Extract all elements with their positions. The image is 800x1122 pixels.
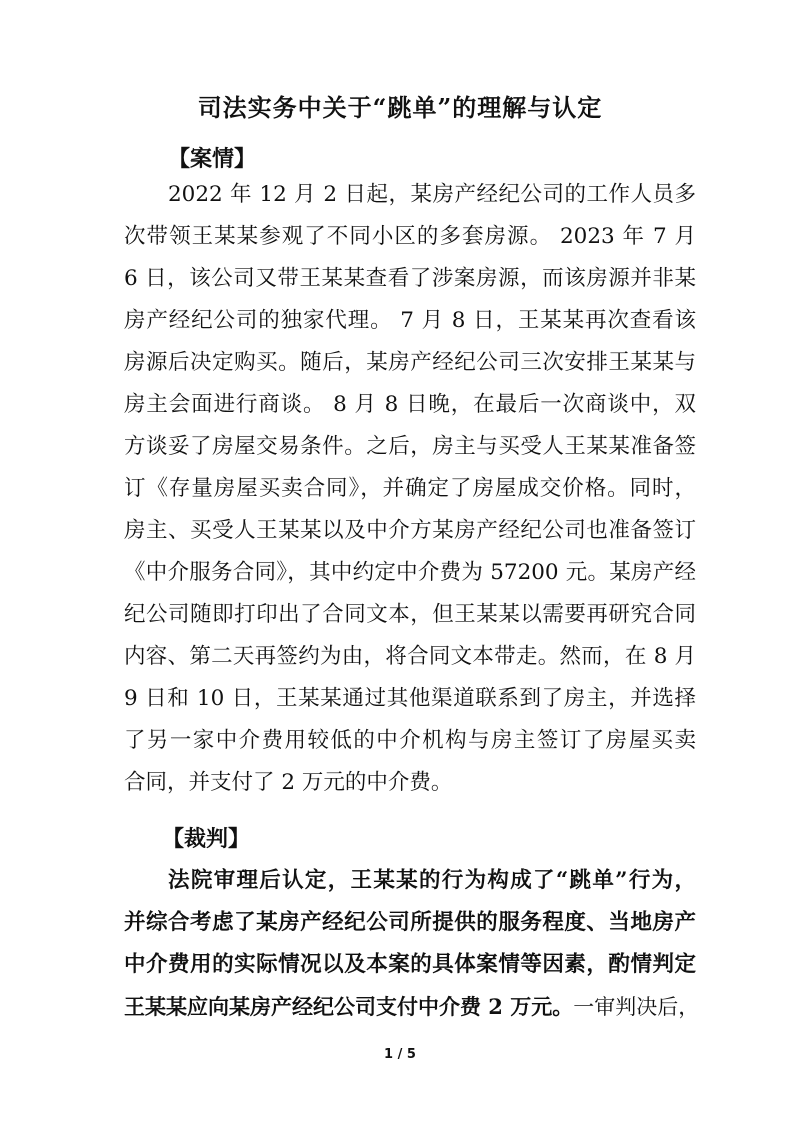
judgment-continuation-text: 一审判决后， xyxy=(573,995,700,1019)
case-paragraph-line: 内容、第二天再签约为由，将合同文本带走。然而，在 8 月 xyxy=(124,644,696,669)
judgment-paragraph-line: 中介费用的实际情况以及本案的具体案情等因素，酌情判定 xyxy=(124,952,696,977)
case-paragraph-line: 9 日和 10 日，王某某通过其他渠道联系到了房主，并选择 xyxy=(124,686,696,711)
case-paragraph-line: 房主、买受人王某某以及中介方某房产经纪公司也准备签订 xyxy=(124,518,696,543)
judgment-ruling-text: 王某某应向某房产经纪公司支付中介费 2 万元。 xyxy=(124,994,574,1019)
case-paragraph-line: 房源后决定购买。随后，某房产经纪公司三次安排王某某与 xyxy=(124,350,696,375)
case-paragraph-line: 6 日，该公司又带王某某查看了涉案房源，而该房源并非某 xyxy=(124,266,696,291)
case-paragraph-line: 订《存量房屋买卖合同》，并确定了房屋成交价格。同时， xyxy=(124,476,696,501)
judgment-paragraph-line xyxy=(124,992,700,1022)
case-paragraph-line: 次带领王某某参观了不同小区的多套房源。 2023 年 7 月 xyxy=(124,224,696,249)
section-heading-judgment: 【裁判】 xyxy=(162,826,251,852)
judgment-paragraph-line: 法院审理后认定，王某某的行为构成了“跳单”行为， xyxy=(168,868,696,893)
case-paragraph-line: 纪公司随即打印出了合同文本，但王某某以需要再研究合同 xyxy=(124,602,696,627)
document-title: 司法实务中关于“跳单”的理解与认定 xyxy=(197,93,603,122)
section-heading-case: 【案情】 xyxy=(168,146,257,172)
case-paragraph-line: 方谈妥了房屋交易条件。之后，房主与买受人王某某准备签 xyxy=(124,434,696,459)
case-paragraph-line: 房产经纪公司的独家代理。 7 月 8 日，王某某再次查看该 xyxy=(124,308,696,333)
judgment-paragraph-line: 并综合考虑了某房产经纪公司所提供的服务程度、当地房产 xyxy=(124,910,696,935)
case-paragraph-line: 《中介服务合同》，其中约定中介费为 57200 元。某房产经 xyxy=(124,560,696,585)
case-paragraph-line: 2022 年 12 月 2 日起，某房产经纪公司的工作人员多 xyxy=(168,182,696,207)
case-paragraph-line: 房主会面进行商谈。 8 月 8 日晚，在最后一次商谈中，双 xyxy=(124,392,696,417)
case-paragraph-line: 了另一家中介费用较低的中介机构与房主签订了房屋买卖 xyxy=(124,728,696,753)
case-paragraph-line: 合同，并支付了 2 万元的中介费。 xyxy=(124,770,453,795)
page-number: 1 / 5 xyxy=(384,1047,416,1062)
